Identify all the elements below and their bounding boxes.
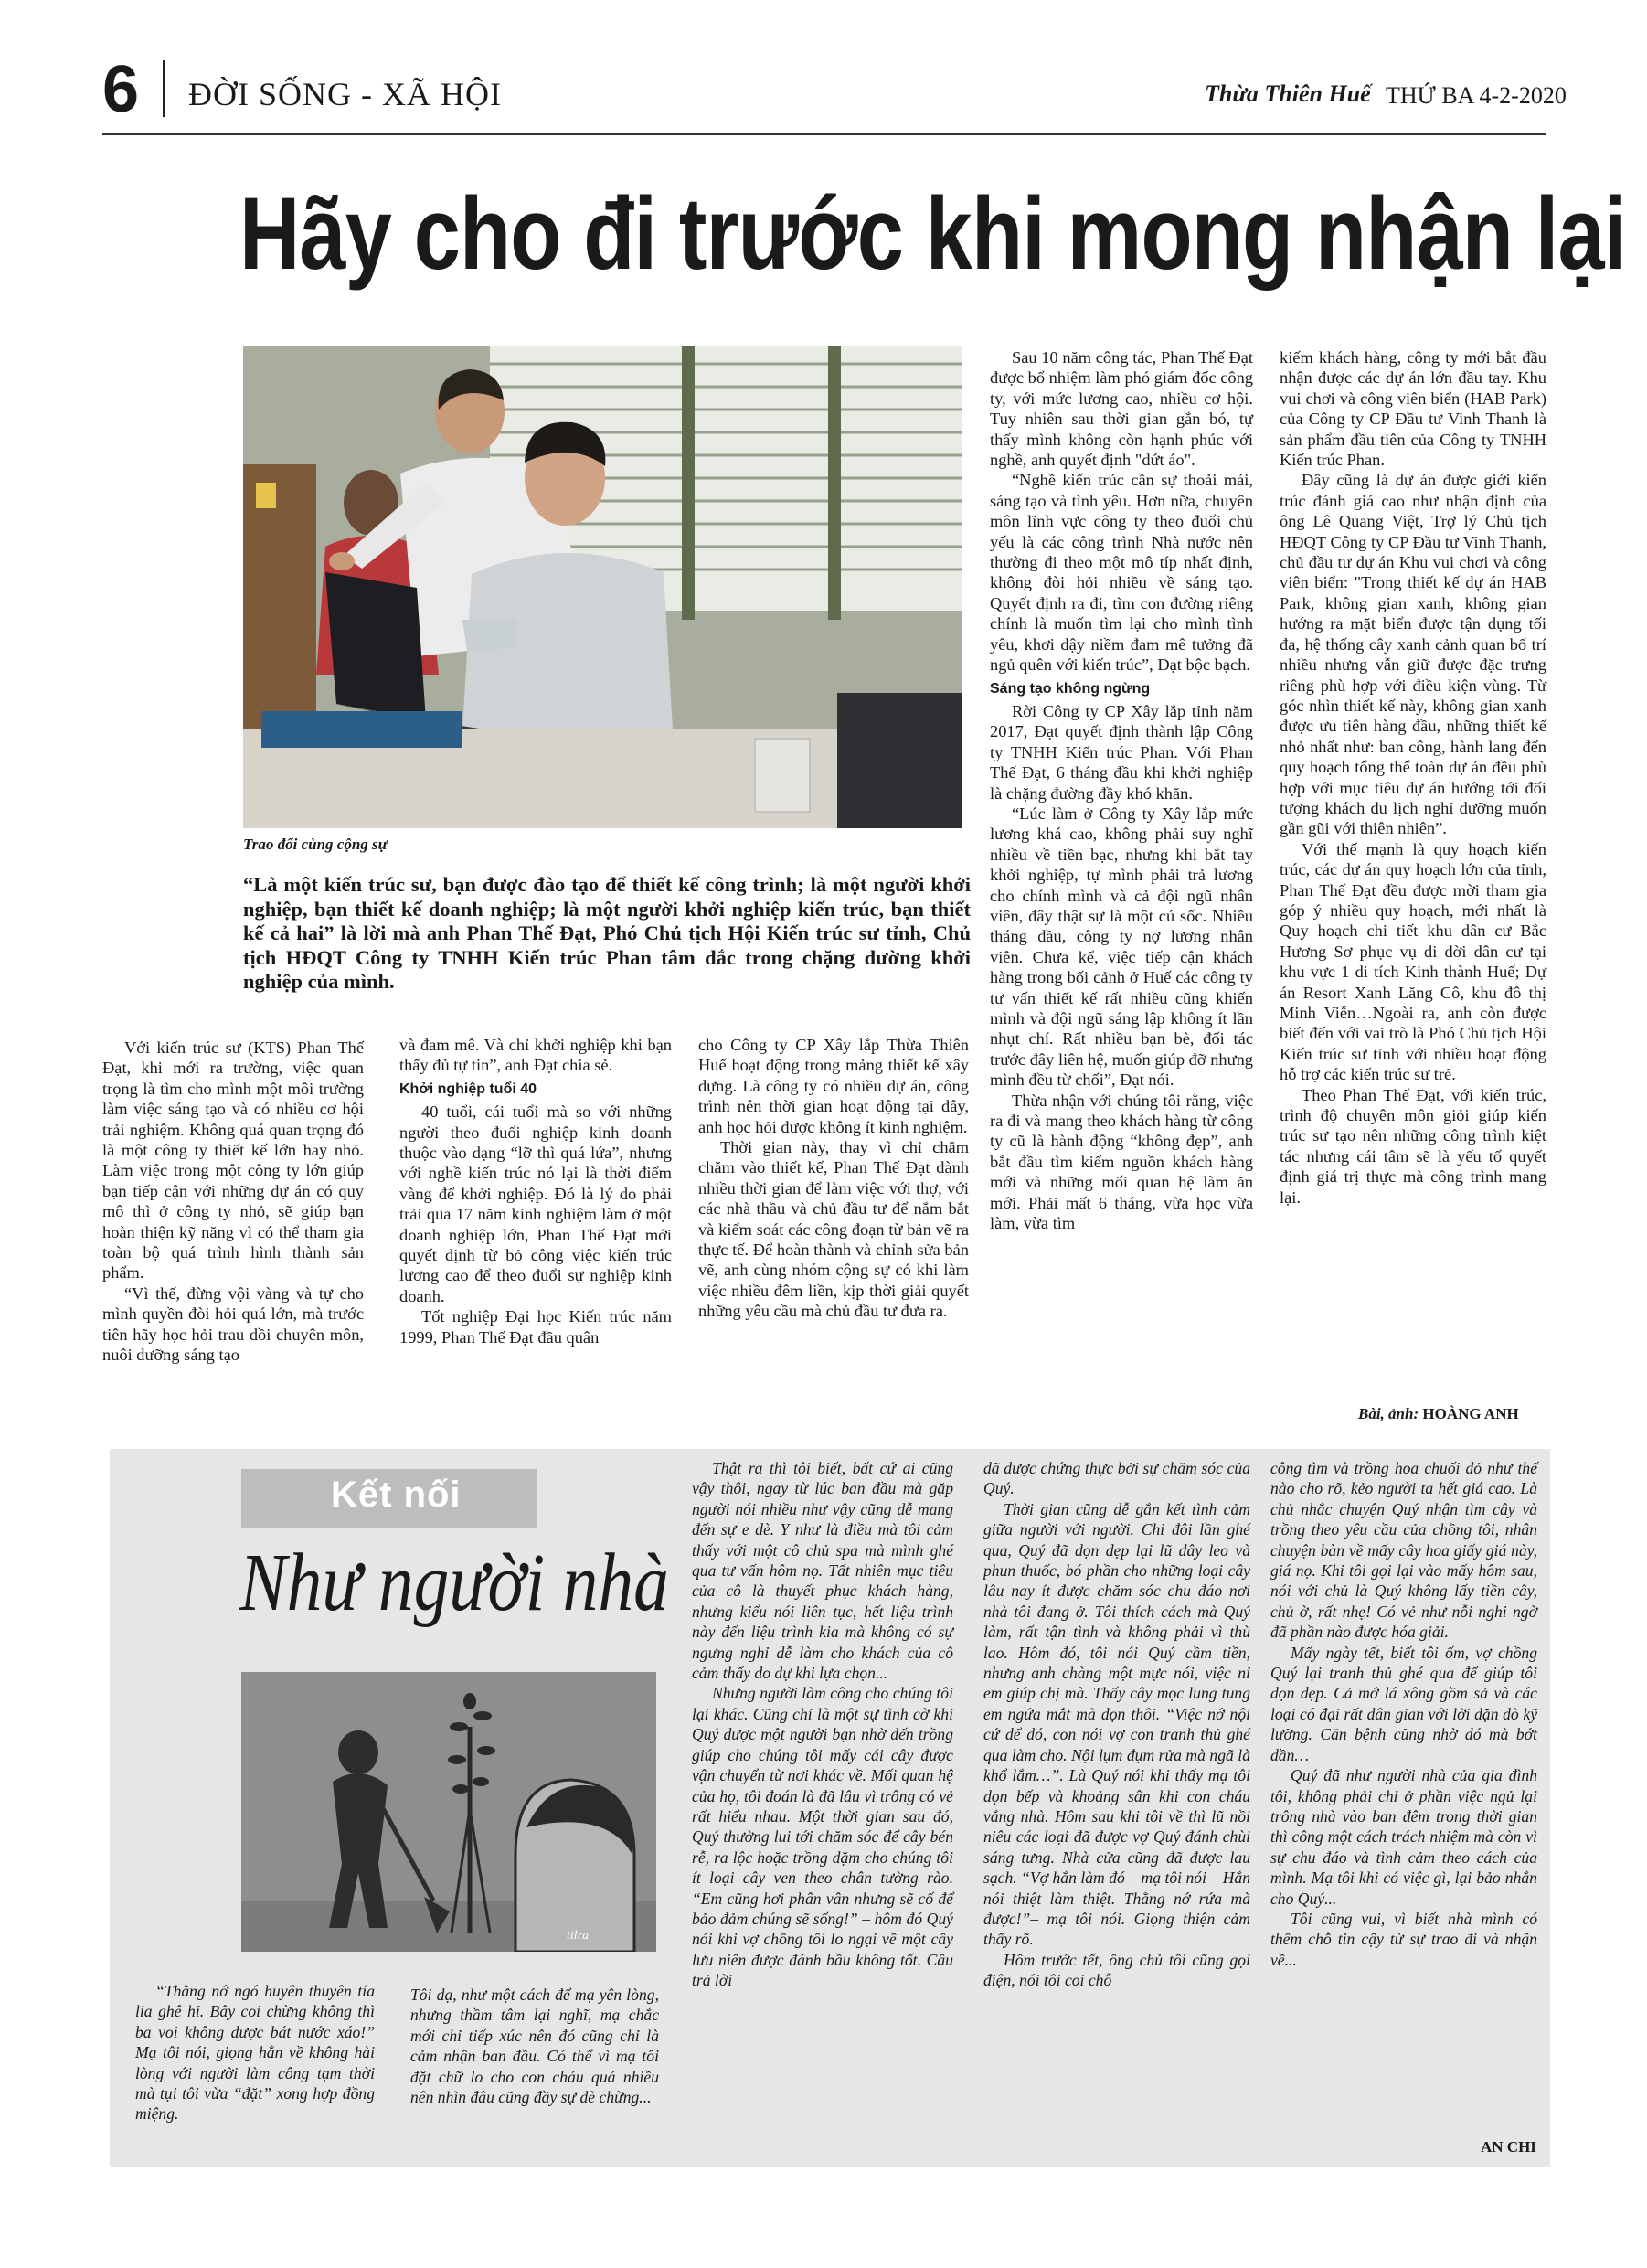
paragraph: công tìm và trồng hoa chuối đỏ như thế nào cho rõ, kẻo người ta hết giá cao. Là chủ nhắc chuyện Quý nhận tìm cây và trồng theo yêu cầu của chồng tôi, nhân chuyện bàn về mấy cây hoa giấy giá này, giá nọ. Khi tôi gọi lại vào mấy hôm sau, nói với chủ là Quý không lấy tiền cây, chủ ờ, rất nhẹ! Có vẻ như nỗi nghi ngờ đã phần nào được hóa giải. xyxy=(1270,1459,1537,1642)
subheading: Sáng tạo không ngừng xyxy=(990,680,1151,697)
issue-date: THỨ BA 4-2-2020 xyxy=(1386,82,1567,109)
paragraph: Mấy ngày tết, biết tôi ốm, vợ chồng Quý lại tranh thủ ghé qua để giúp tôi dọn dẹp. Cả mớ lá xông gồm sả và các loại có đại rất dân gian với lời dặn dò kỹ lưỡng. Căn bệnh cũng nhờ đó mà bớt dần… xyxy=(1270,1643,1537,1764)
paragraph: Thừa nhận với chúng tôi rằng, việc ra đi và mang theo khách hàng từ công ty cũ là hành động “không đẹp”, anh bắt đầu tìm kiếm nguồn khách hàng mới và những mối quan hệ làm ăn mới. Phải mất 6 tháng, vừa học vừa làm, vừa tìm xyxy=(990,1091,1253,1233)
paragraph: 40 tuổi, cái tuổi mà so với những người theo đuổi nghiệp kinh doanh thuộc vào dạng “lỡ thì quá lứa”, nhưng với nghề kiến trúc nó lại là thời điểm vàng để khởi nghiệp. Đó là lý do phải trải qua 17 năm kinh nghiệm làm ở một doanh nghiệp lớn, Phan Thế Đạt mới quyết định từ bỏ công việc kiến trúc lương cao để theo đuổi sự nghiệp kinh doanh. xyxy=(399,1102,672,1305)
page-number: 6 xyxy=(102,53,140,126)
article-column-5 xyxy=(1280,347,1546,1208)
paragraph: cho Công ty CP Xây lắp Thừa Thiên Huế hoạt động trong mảng thiết kế xây dựng. Là công ty có nhiều dự án, công trình nên thời gian hoạt động tại đây, anh học hỏi được không ít kinh nghiệm. xyxy=(698,1036,969,1136)
box-kicker: Kết nối xyxy=(331,1475,462,1515)
box-title: Như người nhà xyxy=(239,1538,669,1628)
box-column-3 xyxy=(692,1458,953,1991)
newspaper-name: Thừa Thiên Huế xyxy=(1205,80,1371,107)
paragraph: Tôi dạ, như một cách để mạ yên lòng, nhưng thầm tâm lại nghĩ, mạ chắc mới chỉ tiếp xúc nên đó cũng chỉ là cảm nhận ban đầu. Có thể vì mạ tôi đặt chữ lo cho con cháu quá nhiều nên nhìn đâu cũng đầy sự dè chừng... xyxy=(410,1986,659,2107)
article-column-4 xyxy=(990,347,1253,1233)
article-column-2 xyxy=(399,1035,672,1347)
paragraph: và đam mê. Và chỉ khởi nghiệp khi bạn thấy đủ tự tin”, anh Đạt chia sẻ. xyxy=(399,1036,672,1075)
box-illustration xyxy=(241,1672,656,1952)
photo-caption: Trao đổi cùng cộng sự xyxy=(243,836,388,853)
header-rule xyxy=(102,133,1546,135)
paragraph: Đây cũng là dự án được giới kiến trúc đánh giá cao như nhận định của ông Lê Quang Việt, Trợ lý Chủ tịch HĐQT Công ty CP Đầu tư Vinh Thanh, chủ đầu tư dự án Khu vui chơi và công viên biển: "Trong thiết kế dự án HAB Park, không gian xanh, không gian hướng ra mặt biển được tận dụng tối đa, hệ thống cây xanh cảnh quan bố trí nhiều nhưng vẫn giữ được đặc trưng riêng phù hợp với điều kiện vùng. Từ góc nhìn thiết kế này, không gian xanh được ưu tiên hàng đầu, những thiết kế nhỏ nhất như: ban công, hành lang đến quy hoạch tổng thể toàn dự án đều phù hợp với mục tiêu dự án hướng tới đối tượng khách du lịch nghỉ dưỡng muốn gần gũi với thiên nhiên”. xyxy=(1280,471,1546,838)
subheading: Khởi nghiệp tuổi 40 xyxy=(399,1081,537,1097)
paragraph: Với thế mạnh là quy hoạch kiến trúc, các dự án quy hoạch lớn của tỉnh, Phan Thế Đạt đều được mời tham gia góp ý nhiều quy hoạch, mới nhất là Quy hoạch chi tiết khu dân cư Bắc Hương Sơ phục vụ di dời dân cư tại khu vực 1 di tích Kinh thành Huế; Dự án Resort Xanh Lăng Cô, khu đô thị Minh Viễn…Ngoài ra, anh còn được biết đến với vai trò là Phó Chủ tịch Hội Kiến trúc sư tỉnh với nhiều hoạt động hỗ trợ các kiến trúc sư trẻ. xyxy=(1280,839,1546,1084)
paragraph: Quý đã như người nhà của gia đình tôi, không phải chỉ ở phần việc ngủ lại trông nhà vào ban đêm trong thời gian thì công một cách trách nhiệm mà còn vì sự chu đáo và tình cảm theo cách của mình. Mạ tôi khi có việc gì, lại bảo nhắn cho Quý... xyxy=(1270,1766,1537,1908)
byline-label: Bài, ảnh: xyxy=(1358,1405,1419,1422)
paragraph: Tôi cũng vui, vì biết nhà mình có thêm chỗ tin cậy từ sự trao đi và nhận về... xyxy=(1270,1909,1537,1969)
section-name: ĐỜI SỐNG - XÃ HỘI xyxy=(188,76,502,112)
paragraph: kiếm khách hàng, công ty mới bắt đầu nhận được các dự án lớn đầu tay. Khu vui chơi và công viên biển (HAB Park) của Công ty CP Đầu tư Vinh Thanh là sản phẩm đầu tiên của Công ty TNHH Kiến trúc Phan. xyxy=(1280,348,1546,470)
article-column-1 xyxy=(102,1038,364,1366)
box-column-4 xyxy=(983,1458,1250,1991)
paragraph: Với kiến trúc sư (KTS) Phan Thế Đạt, khi mới ra trường, việc quan trọng là tìm cho mình một môi trường làm việc sáng tạo và có nhiều cơ hội trải nghiệm. Không quá quan trọng đó là một công ty thiết kế lớn hay nhỏ. Làm việc trong một công ty lớn giúp bạn tiếp cận với những dự án có quy mô thì ở công ty nhỏ, sẽ giúp bạn hoàn thiện kỹ năng vì có thể tham gia toàn bộ quá trình hình thành sản phẩm. xyxy=(102,1038,364,1283)
byline-author: HOÀNG ANH xyxy=(1422,1405,1519,1422)
box-column-1 xyxy=(135,1981,375,2124)
article-lead: “Là một kiến trúc sư, bạn được đào tạo để thiết kế công trình; là một người khởi nghiệp, bạn thiết kế doanh nghiệp; là một người khởi nghiệp kiến trúc, bạn thiết kế cả hai” là lời mà anh Phan Thế Đạt, Phó Chủ tịch Hội Kiến trúc sư tỉnh, Chủ tịch HĐQT Công ty TNHH Kiến trúc Phan tâm đắc trong chặng đường khởi nghiệp của mình. xyxy=(243,873,971,994)
header-divider xyxy=(163,60,165,117)
article-photo xyxy=(243,346,962,828)
box-column-2 xyxy=(410,1985,659,2107)
paragraph: Rời Công ty CP Xây lắp tỉnh năm 2017, Đạt quyết định thành lập Công ty TNHH Kiến trúc Phan. Với Phan Thế Đạt, 6 tháng đầu khi khởi nghiệp là chặng đường đầy khó khăn. xyxy=(990,701,1253,803)
paragraph: “Thằng nớ ngó huyên thuyên tía lia ghê hỉ. Bây coi chừng không thì ba voi không được bát nước xáo!” Mạ tôi nói, giọng hẳn về không hài lòng với người làm công tạm thời mà tụi tôi vừa “đặt” xong hợp đồng miệng. xyxy=(135,1982,375,2124)
box-author: AN CHI xyxy=(1481,2138,1536,2156)
paragraph: Tốt nghiệp Đại học Kiến trúc năm 1999, Phan Thế Đạt đầu quân xyxy=(399,1307,672,1347)
paragraph: “Lúc làm ở Công ty Xây lắp mức lương khá cao, không phải suy nghĩ nhiều về tiền bạc, nhưng khi bắt tay khởi nghiệp, tự mình phải trả lương cho chính mình và cả đội ngũ nhân viên, đây thật sự là một cú sốc. Nhiều tháng đầu, công ty nợ lương nhân viên. Chưa kể, việc tiếp cận khách hàng trong bối cảnh ở Huế các công ty tư vấn thiết kế rất nhiều cũng khiến mình và đội ngũ sáng lập không ít lần nhụt chí. Rất nhiều bạn bè, đối tác trước đây liên hệ, muốn giúp đỡ nhưng mình đều từ chối”, Đạt nói. xyxy=(990,804,1253,1090)
paragraph: Theo Phan Thế Đạt, với kiến trúc, trình độ chuyên môn giỏi giúp kiến trúc sư tạo nên những công trình kiệt tác nhưng cái tâm sẽ là yếu tố quyết định giá trị thực mà công trình mang lại. xyxy=(1280,1085,1546,1207)
article-column-3 xyxy=(698,1035,969,1322)
paragraph: Sau 10 năm công tác, Phan Thế Đạt được bổ nhiệm làm phó giám đốc công ty, với mức lương cao, nhiều cơ hội. Tuy nhiên sau thời gian gắn bó, tự thấy mình không còn hạnh phúc với nghề, anh quyết định "dứt áo". xyxy=(990,348,1253,470)
paragraph: Thời gian cũng dễ gắn kết tình cảm giữa người với người. Chỉ đôi lần ghé qua, Quý đã dọn dẹp lại lũ dây leo và phun thuốc, bó phần cho những loại cây lâu nay ít được chăm sóc chu đáo nơi nhà tôi đang ở. Tôi thích cách mà Quý làm, rất tận tình và không phải vì thù lao. Hôm đó, tôi nói Quý cầm tiền, nhưng anh chàng một mực nói, việc nỉ em giúp chị mà. Thấy cây mọc lung tung em ngứa mắt mà dọn thôi. “Việc nớ nội cứ để đó, con nói vợ con tranh thủ ghé qua làm cho. Nội lụm đụm rửa mà ngã là khổ lắm…”. Là Quý nói khi thấy mạ tôi dọn bếp và khoảng sân khi con cháu vắng nhà. Hôm sau khi tôi về thì lũ nồi niêu các loại đã được vợ Quý đánh chùi sáng tưng. Nhà cửa cũng đã được lau sạch. “Vợ hắn làm đó – mạ tôi nói – Hắn nói thiệt làm thiệt. Thằng nớ rứa mà được!”– mạ tôi nói. Giọng thiện cảm thấy rõ. xyxy=(983,1499,1250,1949)
paragraph: Nhưng người làm công cho chúng tôi lại khác. Cũng chỉ là một sự tình cờ khi Quý được một người bạn nhờ đến trồng giúp cho chúng tôi mấy cái cây được vận chuyển từ nơi khác về. Mối quan hệ của họ, tôi đoán là đã lâu vì trông có vẻ rất hiểu nhau. Một thời gian sau đó, Quý thường lui tới chăm sóc để cây bén rễ, ra lộc hoặc trồng dặm cho chúng tôi ít loại cây ven theo chân tường rào. “Em cũng hơi phân vân nhưng sẽ cố để bảo đảm chúng sẽ sống!” – hôm đó Quý nói khi vợ chồng tôi lo ngại về một cây lưu niên được đánh bầu không tốt. Câu trả lời xyxy=(692,1684,953,1990)
paragraph: Thật ra thì tôi biết, bất cứ ai cũng vậy thôi, ngay từ lúc ban đầu mà gặp người nói nhiều như vậy cũng dễ mang đến sự e dè. Y như là điều mà tôi cảm thấy với một cô chủ spa mà mình ghé qua tư vấn hôm nọ. Tất nhiên mục tiêu của cô là thuyết phục khách hàng, nhưng kiểu nói liên tục, hết liệu trình này đến liệu trình kia mà không có sự ngưng nghỉ dễ làm cho khách của cô cảm thấy do dự khi lựa chọn... xyxy=(692,1459,953,1683)
article-headline: Hãy cho đi trước khi mong nhận lại xyxy=(239,176,1627,291)
paragraph: Hôm trước tết, ông chủ tôi cũng gọi điện, nói tôi coi chỗ xyxy=(983,1950,1250,1990)
article-byline xyxy=(1358,1405,1519,1423)
paragraph: “Nghề kiến trúc cần sự thoải mái, sáng tạo và tình yêu. Hơn nữa, chuyên môn lĩnh vực công ty theo đuổi chủ yếu là các công trình Nhà nước nên thường đi theo một mô típ nhất định, không đòi hỏi nhiều về sáng tạo. Quyết định ra đi, tìm con đường riêng chính là muốn tìm lại cho mình tình yêu, khơi dậy niềm đam mê tưởng đã ngủ quên với kiến trúc”, Đạt bộc bạch. xyxy=(990,471,1253,675)
box-column-5 xyxy=(1270,1458,1537,1970)
paragraph: Thời gian này, thay vì chỉ chăm chăm vào thiết kế, Phan Thế Đạt dành nhiều thời gian để làm việc với thợ, với các nhà thầu và chủ đầu tư để nắm bắt và kiểm soát các công đoạn từ bản vẽ ra thực tế. Để hoàn thành và chỉnh sửa bản vẽ, anh cùng nhóm cộng sự có khi làm việc nhiều đêm liền, kịp thời giải quyết những yêu cầu mà chủ đầu tư đưa ra. xyxy=(698,1138,969,1321)
paragraph: “Vì thế, đừng vội vàng và tự cho mình quyền đòi hỏi quá lớn, mà trước tiên hãy học hỏi trau dồi chuyên môn, nuôi dưỡng sáng tạo xyxy=(102,1283,364,1365)
illustration-signature: tilra xyxy=(567,1929,590,1943)
paragraph: đã được chứng thực bởi sự chăm sóc của Quý. xyxy=(983,1459,1250,1498)
